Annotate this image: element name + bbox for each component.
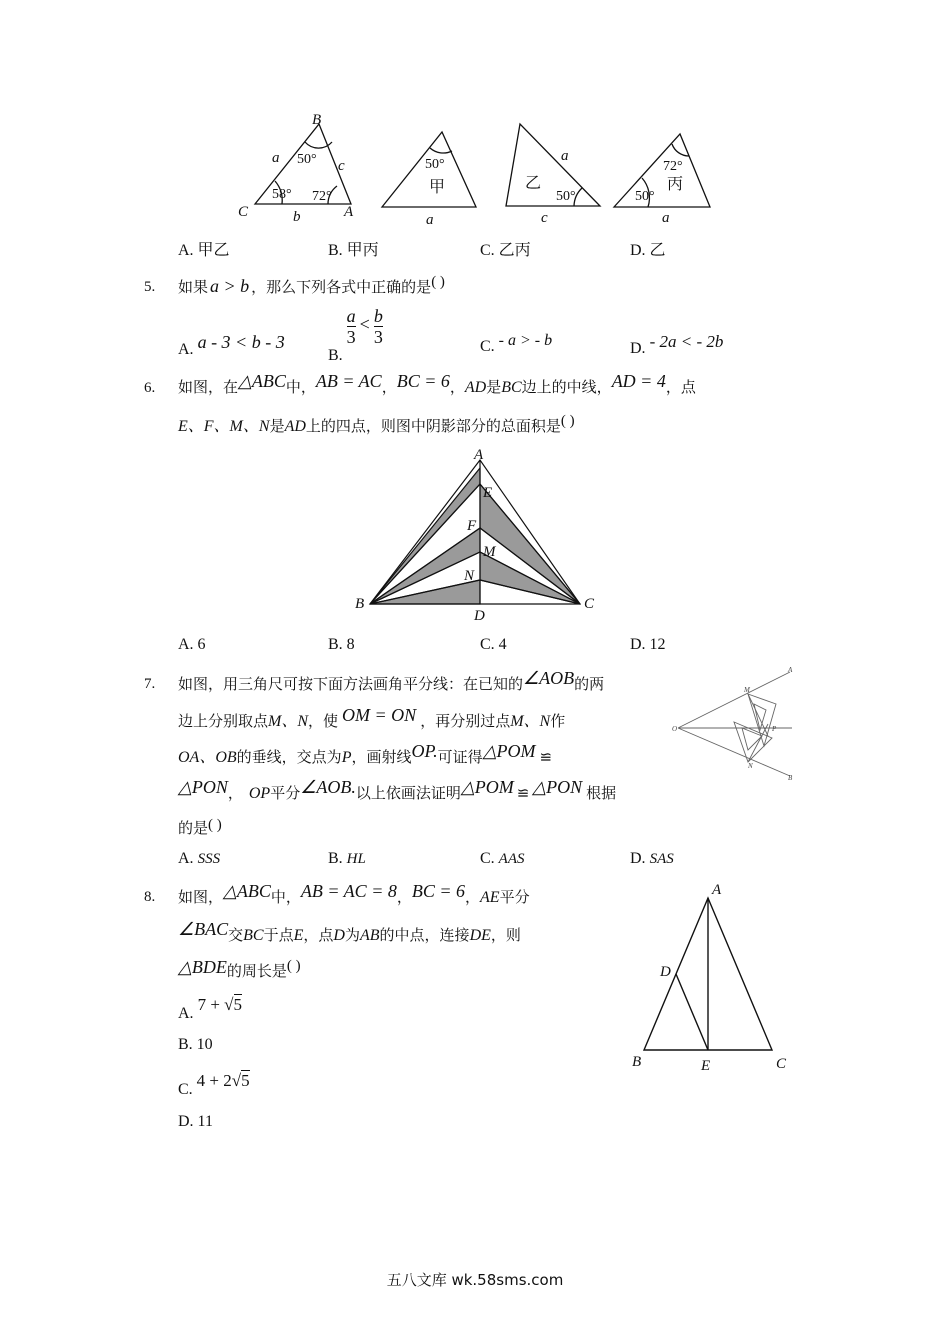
q4-ref-A: A <box>344 204 354 220</box>
q5-option-d-label: D. <box>630 340 646 357</box>
q6-label-A: A <box>474 447 484 463</box>
q4-option-a[interactable]: A. 甲乙 <box>178 242 230 259</box>
q7-line4: △PON， OP平分∠AOB.以上依画法证明△POM ≌ △PON 根据 <box>178 777 617 802</box>
q7-figure <box>668 664 796 784</box>
q6-label-B: B <box>355 596 365 612</box>
q4-option-c[interactable]: C. 乙丙 <box>480 242 531 259</box>
q8-label-B: B <box>632 1054 642 1070</box>
q7-line2: 边上分别取点M、N，使 OM = ON ，再分别过点M、N作 <box>178 705 566 730</box>
q4-yi-name: 乙 <box>525 173 542 192</box>
q7-number: 7. <box>144 676 156 692</box>
q8-figure <box>626 874 796 1080</box>
q4-ref-c: c <box>338 158 345 174</box>
q8-line1: 如图，△ABC中，AB = AC = 8，BC = 6，AE平分 <box>178 881 530 906</box>
q7-label-B: B <box>788 774 793 782</box>
q8-label-E: E <box>701 1058 711 1074</box>
q4-yi-side1: a <box>561 148 569 164</box>
q7-option-b[interactable]: B. HL <box>328 850 366 867</box>
q8-number: 8. <box>144 889 156 905</box>
q7-option-a[interactable]: A. SSS <box>178 850 221 867</box>
q4-bing-side: a <box>662 210 670 226</box>
q4-ref-ang3: 72° <box>312 189 332 204</box>
footer-watermark: 五八文库 wk.58sms.com <box>386 1271 564 1289</box>
q6-label-D: D <box>474 608 485 624</box>
q5-option-b-frac1: $\frac{a}{3}$ <box>346 306 356 347</box>
q4-bing-ang2: 50° <box>635 189 655 204</box>
q4-option-d[interactable]: D. 乙 <box>630 242 666 259</box>
q8-line3: △BDE的周长是( ) <box>178 957 301 980</box>
q4-ref-B: B <box>312 112 322 128</box>
q8-option-b[interactable]: B. 10 <box>178 1036 213 1053</box>
q6-label-N: N <box>464 568 475 584</box>
q6-line2: E、F、M、N是AD上的四点，则图中阴影部分的总面积是( ) <box>178 413 575 435</box>
q6-label-M: M <box>483 544 496 560</box>
q6-number: 6. <box>144 380 156 396</box>
q5-option-c-expr: - a > - b <box>498 332 553 349</box>
q7-option-d[interactable]: D. SAS <box>630 850 674 867</box>
q4-jia-side: a <box>426 212 434 228</box>
q6-label-F: F <box>467 518 477 534</box>
q8-label-D: D <box>660 964 671 980</box>
q4-ref-ang2: 58° <box>272 187 292 202</box>
q7-label-P: P <box>772 725 777 733</box>
q5-option-b[interactable] <box>328 306 383 365</box>
q5-option-a-expr: a - 3 < b - 3 <box>197 332 285 352</box>
q7-label-A: A <box>788 666 793 674</box>
q4-bing-triangle <box>614 134 710 207</box>
q5-option-b-op: < <box>359 314 370 335</box>
q8-label-A: A <box>712 882 722 898</box>
q7-line5: 的是( ) <box>178 817 222 837</box>
q7-line3: OA、OB的垂线，交点为P，画射线OP.可证得△POM ≌ <box>178 741 553 766</box>
q6-label-E: E <box>483 485 493 501</box>
q4-ref-a: a <box>272 150 280 166</box>
q4-yi-triangle <box>506 124 600 206</box>
q5-option-c[interactable] <box>480 332 553 356</box>
q7-label-N: N <box>748 762 753 770</box>
q8-line2: ∠BAC交BC于点E，点D为AB的中点，连接DE，则 <box>178 919 521 944</box>
q4-yi-ang: 50° <box>556 189 576 204</box>
q4-ref-ang1: 50° <box>297 152 317 167</box>
q4-jia-ang: 50° <box>425 157 445 172</box>
q5-option-c-label: C. <box>480 338 495 355</box>
q7-line1: 如图，用三角尺可按下面方法画角平分线：在已知的∠AOB的两 <box>178 668 605 693</box>
q6-option-c[interactable]: C. 4 <box>480 636 507 653</box>
q7-option-c[interactable]: C. AAS <box>480 850 525 867</box>
q6-figure <box>350 446 605 624</box>
q6-label-C: C <box>584 596 595 612</box>
q4-yi-side2: c <box>541 210 548 226</box>
q5-paren: ( ) <box>431 274 445 290</box>
q6-line1: 如图，在△ABC中，AB = AC，BC = 6，AD是BC边上的中线，AD = 4，点 <box>178 371 696 396</box>
q8-option-c[interactable]: C. 4 + 2√5 <box>178 1071 250 1098</box>
q4-jia-name: 甲 <box>429 177 446 196</box>
q5-option-d[interactable] <box>630 332 724 358</box>
q5-condition: a > b <box>210 276 250 296</box>
q5-option-a[interactable] <box>178 332 285 359</box>
q5-post: ，那么下列各式中正确的是 <box>251 278 432 296</box>
q4-ref-b: b <box>293 209 301 225</box>
q5-option-b-frac2: $\frac{b}{3}$ <box>373 306 383 347</box>
q7-label-O: O <box>672 725 678 733</box>
q6-option-b[interactable]: B. 8 <box>328 636 355 653</box>
q5-option-d-expr: - 2a < - 2b <box>649 332 724 351</box>
q5-stem <box>178 276 445 298</box>
q4-ref-C: C <box>238 204 249 220</box>
q4-option-b[interactable]: B. 甲丙 <box>328 242 379 259</box>
q6-option-d[interactable]: D. 12 <box>630 636 666 653</box>
q7-label-M: M <box>744 686 750 694</box>
q4-bing-name: 丙 <box>667 174 684 193</box>
q5-pre: 如果 <box>178 278 209 296</box>
q8-option-a[interactable]: A. 7 + √5 <box>178 995 242 1022</box>
q8-label-C: C <box>776 1056 787 1072</box>
q8-option-d[interactable]: D. 11 <box>178 1113 213 1130</box>
q4-figures <box>230 108 720 230</box>
q6-option-a[interactable]: A. 6 <box>178 636 206 653</box>
q4-bing-ang1: 72° <box>663 159 683 174</box>
q5-option-a-label: A. <box>178 341 194 358</box>
q5-option-b-label: B. <box>328 347 343 365</box>
q5-number: 5. <box>144 279 156 295</box>
